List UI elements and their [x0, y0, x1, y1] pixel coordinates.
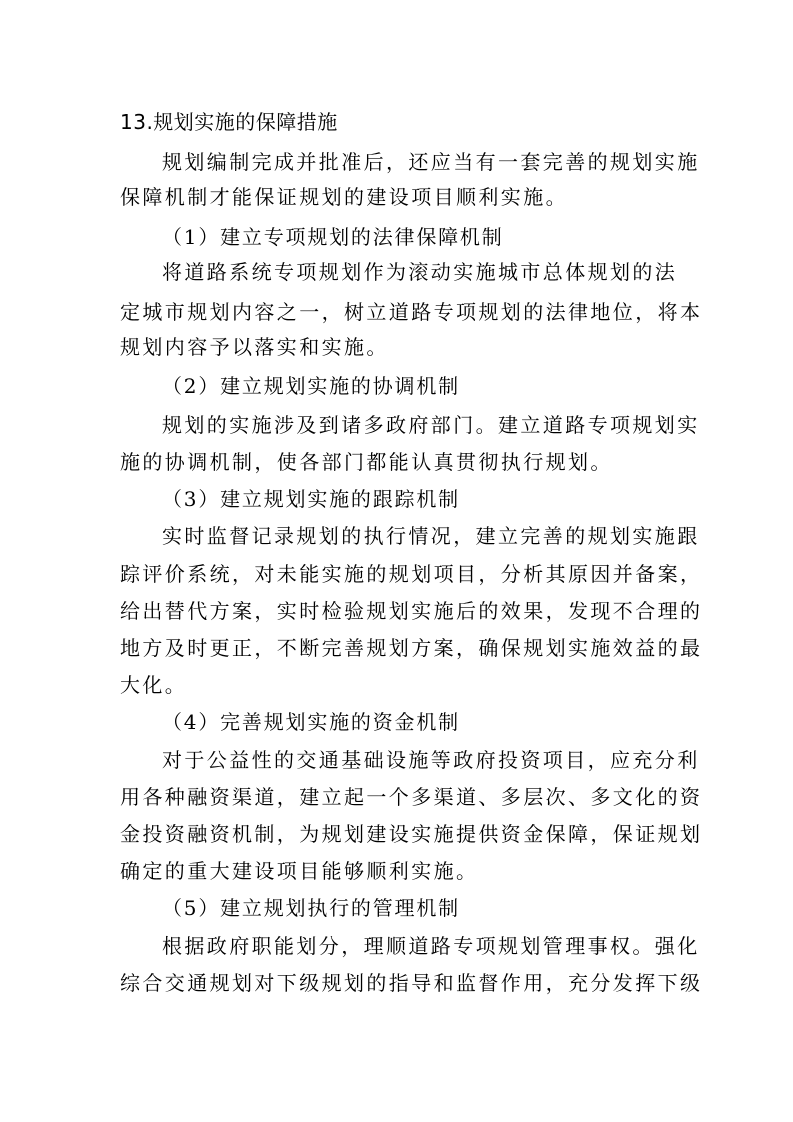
- paragraph-line: 地方及时更正，不断完善规划方案，确保规划实施效益的最: [120, 636, 703, 660]
- paragraph-line: 将道路系统专项规划作为滚动实施城市总体规划的法: [162, 260, 678, 284]
- paragraph-line: 确定的重大建设项目能够顺利实施。: [120, 859, 479, 883]
- subsection-title-2: （2）建立规划实施的协调机制: [162, 374, 460, 398]
- paragraph-line: 定城市规划内容之一，树立道路专项规划的法律地位，将本: [120, 300, 703, 324]
- section-heading: 13.规划实施的保障措施: [120, 110, 338, 134]
- subsection-title-4: （4）完善规划实施的资金机制: [162, 710, 460, 734]
- paragraph-line: 根据政府职能划分，理顺道路专项规划管理事权。强化: [162, 934, 700, 958]
- paragraph-line: 施的协调机制，使各部门都能认真贯彻执行规划。: [120, 450, 613, 474]
- intro-line-1: 规划编制完成并批准后，还应当有一套完善的规划实施: [162, 150, 700, 174]
- intro-line-2: 保障机制才能保证规划的建设项目顺利实施。: [120, 185, 568, 209]
- subsection-title-5: （5）建立规划执行的管理机制: [162, 896, 460, 920]
- paragraph-line: 规划内容予以落实和实施。: [120, 335, 389, 359]
- subsection-title-1: （1）建立专项规划的法律保障机制: [162, 225, 504, 249]
- paragraph-line: 踪评价系统，对未能实施的规划项目，分析其原因并备案，: [120, 562, 703, 586]
- paragraph-line: 金投资融资机制，为规划建设实施提供资金保障，保证规划: [120, 822, 703, 846]
- paragraph-line: 综合交通规划对下级规划的指导和监督作用，充分发挥下级: [120, 971, 703, 995]
- subsection-title-3: （3）建立规划实施的跟踪机制: [162, 487, 460, 511]
- paragraph-line: 用各种融资渠道，建立起一个多渠道、多层次、多文化的资: [120, 785, 703, 809]
- paragraph-line: 规划的实施涉及到诸多政府部门。建立道路专项规划实: [162, 413, 700, 437]
- paragraph-line: 大化。: [120, 673, 188, 697]
- paragraph-line: 给出替代方案，实时检验规划实施后的效果，发现不合理的: [120, 599, 703, 623]
- paragraph-line: 实时监督记录规划的执行情况，建立完善的规划实施跟: [162, 524, 700, 548]
- paragraph-line: 对于公益性的交通基础设施等政府投资项目，应充分利: [162, 748, 700, 772]
